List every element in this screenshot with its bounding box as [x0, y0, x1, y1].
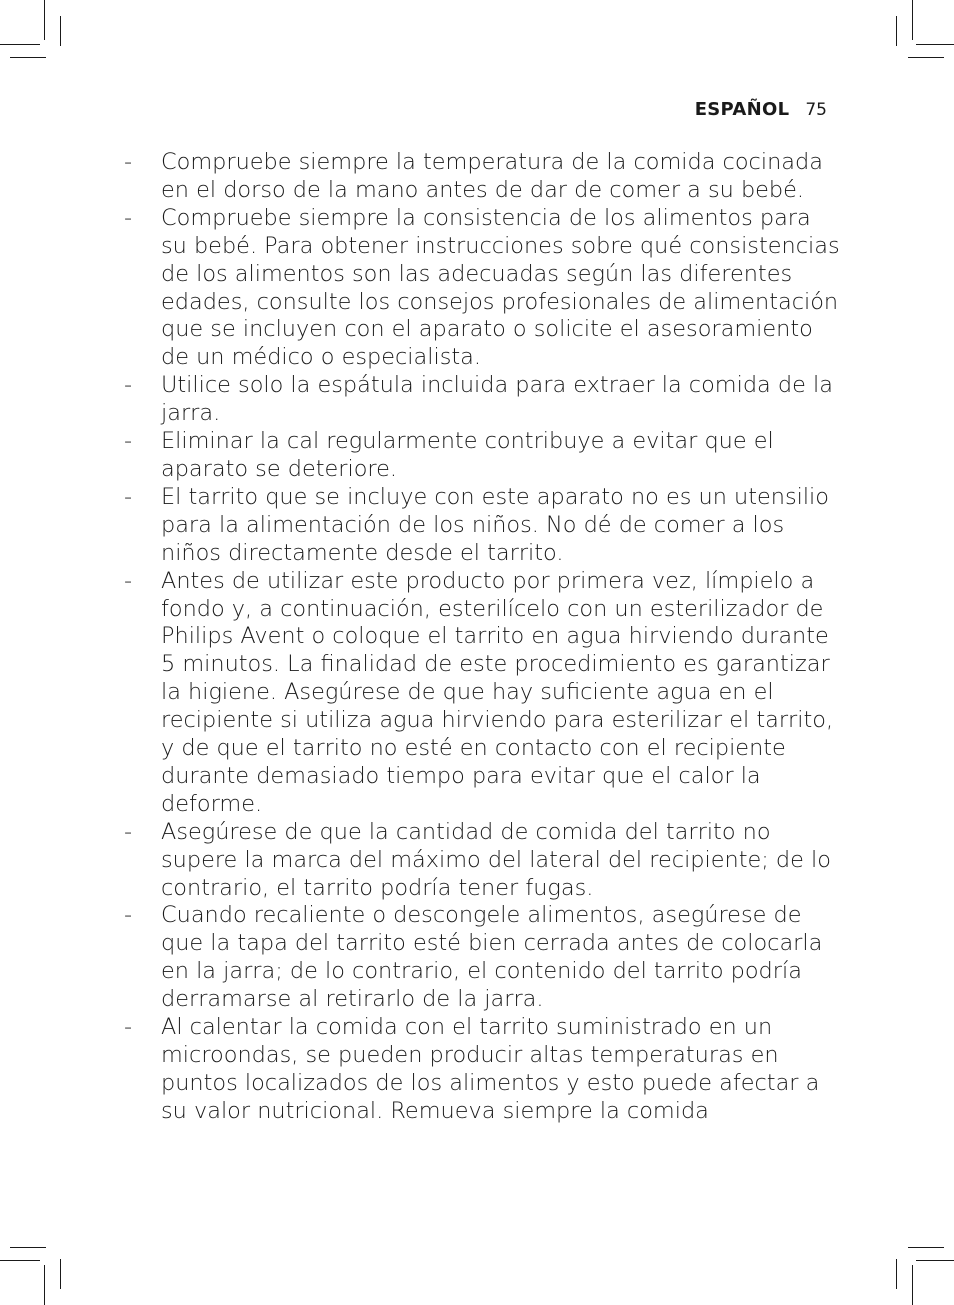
- crop-mark: [60, 16, 61, 46]
- list-item: [122, 484, 842, 568]
- crop-mark: [908, 57, 944, 58]
- list-item-text: Al calentar la comida con el tarrito suministrado en un microondas, se pueden producir altas temperaturas en puntos localizados de los alimentos y esto puede afectar a su valor nutricional. Remueva siempre la comida: [161, 1014, 820, 1124]
- bullet-dash: -: [124, 149, 133, 175]
- list-item-text: Utilice solo la espátula incluida para extraer la comida de la jarra.: [161, 372, 833, 427]
- crop-mark: [896, 16, 897, 46]
- bullet-dash: -: [124, 567, 133, 594]
- list-item-text: Compruebe siempre la consistencia de los alimentos para su bebé. Para obtener instrucciones sobre qué consistencias de los alimentos son las adecuadas según las diferentes edades, consulte los consejos profesionales de alimentación que se incluyen con el aparato o solicite el asesoramiento de un médico o especialista.: [161, 204, 840, 371]
- bullet-dash: -: [124, 428, 133, 455]
- list-item-text: Cuando recaliente o descongele alimentos, asegúrese de que la tapa del tarrito esté bien cerrada antes de colocarla en la jarra; de lo contrario, el contenido del tarrito podría derramarse al retirarlo de la jarra.: [161, 902, 823, 1013]
- bullet-dash: -: [124, 1014, 133, 1041]
- list-item: [122, 149, 842, 205]
- bullet-dash: -: [124, 483, 133, 510]
- crop-mark: [908, 1247, 944, 1248]
- crop-mark: [0, 44, 40, 45]
- list-item-text: Compruebe siempre la temperatura de la comida cocinada en el dorso de la mano antes de dar de comer a su bebé.: [161, 149, 823, 203]
- list-item-text: Antes de utilizar este producto por primera vez, límpielo a fondo y, a continuación, esterilícelo con un esterilizador de Philips Avent o coloque el tarrito en agua hirviendo durante 5 minutos. La finalidad de este procedimiento es garantizar la higiene. Asegúrese de que hay suficiente agua en el recipiente si utiliza agua hirviendo para esterilizar el tarrito, y de que el tarrito no esté en contacto con el recipiente durante demasiado tiempo para evitar que el calor la deforme.: [161, 567, 834, 817]
- crop-mark: [10, 57, 46, 58]
- crop-mark: [44, 0, 45, 40]
- crop-mark: [60, 1259, 61, 1289]
- bullet-dash: -: [124, 818, 133, 845]
- crop-mark: [912, 0, 913, 40]
- list-item-text: Asegúrese de que la cantidad de comida del tarrito no supere la marca del máximo del lateral del recipiente; de lo contrario, el tarrito podría tener fugas.: [161, 818, 831, 901]
- page-header: [695, 99, 827, 120]
- list-item: [122, 568, 842, 819]
- list-item: [122, 902, 842, 1014]
- crop-mark: [10, 1247, 46, 1248]
- list-item: [122, 372, 842, 428]
- list-item: [122, 205, 842, 372]
- bullet-dash: -: [124, 902, 133, 929]
- bullet-dash: -: [124, 204, 133, 231]
- instruction-list: [122, 149, 842, 1126]
- crop-mark: [44, 1265, 45, 1305]
- list-item: [122, 819, 842, 903]
- crop-mark: [916, 44, 954, 45]
- crop-mark: [912, 1265, 913, 1305]
- list-item: [122, 1014, 842, 1126]
- page-number: 75: [805, 100, 827, 120]
- bullet-dash: -: [124, 372, 133, 399]
- crop-mark: [916, 1260, 954, 1261]
- list-item: [122, 428, 842, 484]
- crop-mark: [0, 1260, 40, 1261]
- list-item-text: Eliminar la cal regularmente contribuye a evitar que el aparato se deteriore.: [161, 428, 774, 482]
- crop-mark: [896, 1259, 897, 1289]
- language-label: ESPAÑOL: [694, 99, 790, 120]
- list-item-text: El tarrito que se incluye con este aparato no es un utensilio para la alimentación de los niños. No dé de comer a los niños directamente desde el tarrito.: [161, 483, 829, 566]
